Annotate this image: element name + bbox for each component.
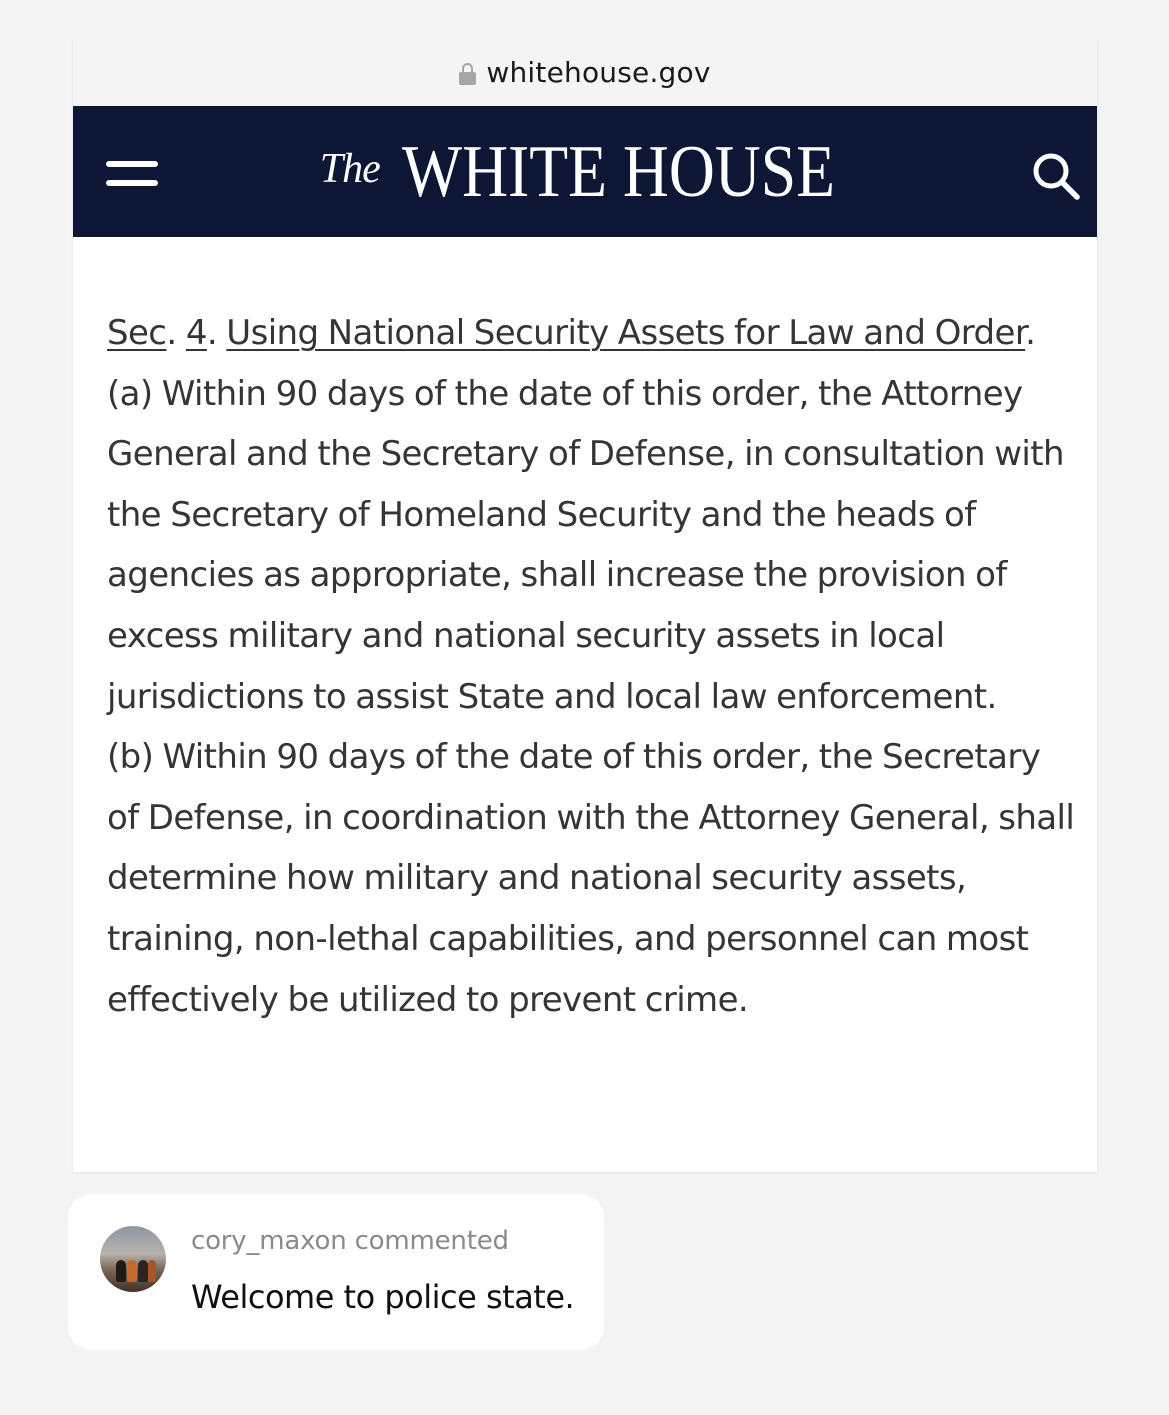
screenshot-card bbox=[73, 39, 1097, 1172]
logo-main: WHITE HOUSE bbox=[401, 131, 835, 213]
section-label[interactable]: Sec bbox=[107, 313, 167, 353]
section-dot: . bbox=[206, 313, 227, 353]
comment-text: Welcome to police state. bbox=[191, 1278, 575, 1316]
paragraph-a-text: (a) Within 90 days of the date of this order, the Attorney General and the Secretary of Defense, in consultation with the Secretary of Homeland Security and the heads of agencies as appropriate, shall increase the provision of excess military and national security assets in local jurisdictions to assist State and local law enforcement. bbox=[107, 373, 1064, 717]
comment-username[interactable]: cory_maxon commented bbox=[191, 1226, 509, 1256]
site-logo[interactable] bbox=[73, 130, 1097, 215]
url-text[interactable]: whitehouse.gov bbox=[486, 56, 711, 89]
article-body bbox=[73, 237, 1097, 1030]
paragraph-b: (b) Within 90 days of the date of this order, the Secretary of Defense, in coordination with the Attorney General, shall determine how military and national security assets, training, non-lethal capabilities, and personnel can most effectively be utilized to prevent crime. bbox=[107, 737, 1075, 1020]
section-title[interactable]: Using National Security Assets for Law and Order bbox=[226, 313, 1026, 353]
section-dot: . bbox=[166, 313, 186, 353]
paragraph-a bbox=[107, 303, 1075, 727]
site-header bbox=[73, 106, 1097, 237]
section-title-end: . bbox=[1025, 313, 1036, 353]
browser-url-bar[interactable] bbox=[73, 39, 1097, 106]
user-avatar[interactable] bbox=[100, 1226, 166, 1292]
lock-icon bbox=[459, 63, 476, 85]
section-number[interactable]: 4 bbox=[185, 313, 207, 353]
comment-card[interactable] bbox=[68, 1194, 604, 1350]
search-icon[interactable] bbox=[1030, 150, 1082, 202]
logo-the: The bbox=[319, 146, 380, 192]
